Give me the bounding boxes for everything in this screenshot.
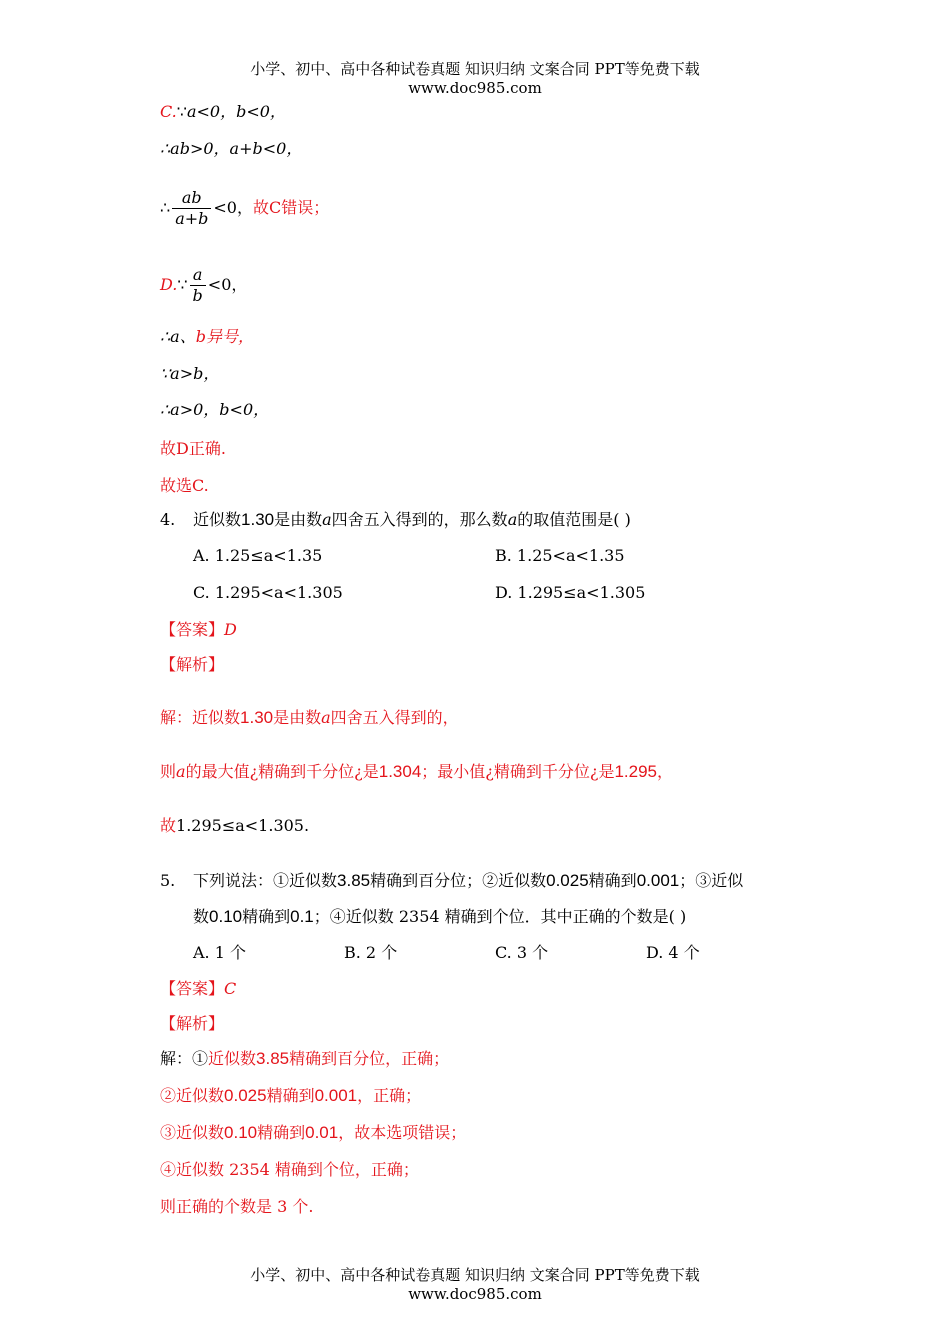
prev-c-line1 (160, 102, 286, 122)
solution-number: 0.001 (314, 1086, 358, 1105)
q5-stem-text: ；③近似 (679, 871, 744, 890)
solution-text: 故 (160, 816, 177, 835)
solution-text: 精确到百分位，正确； (289, 1049, 450, 1068)
q4-stem-variable: a (507, 510, 518, 529)
q4-solution-line1 (160, 708, 459, 728)
solution-number: 1.295 (614, 762, 657, 781)
solution-text: 精确到 (257, 1123, 306, 1142)
q5-stem-number: 0.10 (209, 907, 243, 926)
q5-stem-number: 3.85 (337, 871, 371, 890)
q5-option-b: B. 2 个 (344, 943, 398, 962)
solution-variable: a (321, 708, 331, 727)
footer-line1: 小学、初中、高中各种试卷真题 知识归纳 文案合同 PPT等免费下载 (250, 1266, 700, 1284)
answer-value: C (224, 979, 237, 998)
solution-text: ， (657, 762, 674, 781)
q5-stem-text: 精确到 (588, 871, 637, 890)
q5-stem-number: 0.001 (636, 871, 680, 890)
prev-d-line3: ∵a>b， (160, 364, 220, 383)
solution-text: ，故本选项错误； (338, 1123, 467, 1142)
prev-d-line4: ∴a>0，b<0， (160, 400, 270, 419)
q4-stem-text: 是由数 (274, 510, 323, 529)
prev-final-choice: 故选C. (160, 476, 209, 495)
solution-text: 精确到 (266, 1086, 315, 1105)
q4-option-b: B. 1.25<a<1.35 (495, 546, 625, 565)
solution-text: 近似数 (208, 1049, 257, 1068)
fraction-ab-over-a-plus-b (172, 188, 211, 229)
q5-stem-text: ；④近似数 2354 精确到个位．其中正确的个数是( ) (313, 907, 687, 926)
d-l2-symbolic: ∴a、 (160, 327, 196, 346)
therefore-symbol: ∴ (160, 198, 171, 217)
q4-option-a: A. 1.25≤a<1.35 (193, 546, 323, 565)
q5-stem-text: 数 (193, 907, 210, 926)
solution-text: ③近似数 (160, 1123, 225, 1142)
q5-stem-number: 0.1 (290, 907, 314, 926)
q4-solution-line3 (160, 816, 309, 836)
q5-option-a: A. 1 个 (193, 943, 246, 962)
q5-option-c: C. 3 个 (495, 943, 549, 962)
c-less-zero: <0， (213, 198, 253, 217)
fraction-numerator: a (190, 265, 206, 286)
answer-label: 【答案】 (160, 979, 225, 998)
q4-answer (160, 620, 237, 640)
solution-number: 0.10 (224, 1123, 258, 1142)
header-url: www.doc985.com (408, 79, 542, 97)
c-label: C. (160, 102, 177, 121)
q5-stem-number: 0.025 (546, 871, 589, 890)
q4-stem-variable: a (322, 510, 332, 529)
q5-solution-line5: 则正确的个数是 3 个. (160, 1197, 314, 1216)
fraction-denominator: b (192, 286, 203, 305)
fraction-denominator: a+b (175, 209, 209, 228)
prev-c-line3 (160, 188, 329, 229)
solution-text: ②近似数 (160, 1086, 225, 1105)
solution-number: 1.304 (378, 762, 422, 781)
q5-number: 5. (160, 871, 176, 890)
solution-number: 0.025 (224, 1086, 267, 1105)
q4-stem-text: 四舍五入得到的，那么数 (331, 510, 508, 529)
q4-option-d: D. 1.295≤a<1.305 (495, 583, 646, 602)
solution-inequality: 1.295≤a<1.305. (176, 816, 310, 835)
d-label: D. (160, 275, 178, 294)
q5-solution-line2 (160, 1086, 421, 1106)
solution-text: 解：近似数 (160, 708, 241, 727)
solution-text: ；最小值¿精确到千分位¿是 (421, 762, 615, 781)
solution-text: 四舍五入得到的， (330, 708, 459, 727)
q5-solution-line1 (160, 1049, 449, 1069)
prev-c-line2: ∴ab>0，a+b<0， (160, 139, 303, 158)
solution-text: 的最大值¿精确到千分位¿是 (185, 762, 379, 781)
header-line1: 小学、初中、高中各种试卷真题 知识归纳 文案合同 PPT等免费下载 (250, 60, 700, 78)
q5-option-d: D. 4 个 (646, 943, 700, 962)
solution-number: 3.85 (256, 1049, 290, 1068)
q5-solution-line4: ④近似数 2354 精确到个位，正确； (160, 1160, 419, 1179)
d-l2-text: b异号， (195, 327, 254, 346)
q5-answer (160, 979, 236, 999)
solution-variable: a (176, 762, 186, 781)
footer-url: www.doc985.com (408, 1285, 542, 1303)
solution-text: 解：① (160, 1049, 209, 1068)
q5-stem-text: 精确到百分位；②近似数 (370, 871, 547, 890)
solution-text: ，正确； (357, 1086, 422, 1105)
q4-stem (160, 510, 631, 530)
fraction-a-over-b (190, 265, 206, 306)
prev-d-line1 (160, 265, 247, 306)
q5-stem-line2 (193, 907, 686, 927)
q4-option-c: C. 1.295<a<1.305 (193, 583, 343, 602)
solution-text: 是由数 (273, 708, 322, 727)
q4-stem-text: 近似数 (193, 510, 242, 529)
solution-number: 0.01 (305, 1123, 339, 1142)
q5-stem-line1 (160, 871, 743, 891)
d-less-zero: <0， (207, 275, 248, 294)
answer-label: 【答案】 (160, 620, 225, 639)
c-condition: a<0，b<0， (186, 102, 286, 121)
solution-text: 则 (160, 762, 177, 781)
because-symbol: ∵ (177, 275, 188, 294)
q5-stem-text: 精确到 (242, 907, 291, 926)
answer-value: D (224, 620, 237, 639)
prev-d-conclusion: 故D正确. (160, 439, 226, 458)
q4-stem-number: 1.30 (241, 510, 275, 529)
solution-number: 1.30 (240, 708, 274, 727)
q5-solution-line3 (160, 1123, 466, 1143)
q4-analysis-label: 【解析】 (160, 655, 225, 674)
q4-solution-line2 (160, 762, 673, 782)
q4-stem-text: 的取值范围是( ) (517, 510, 631, 529)
q4-number: 4. (160, 510, 176, 529)
because-symbol: ∵ (176, 102, 187, 121)
prev-d-line2 (160, 327, 254, 347)
fraction-numerator: ab (172, 188, 211, 209)
q5-analysis-label: 【解析】 (160, 1014, 225, 1033)
q5-stem-text: 下列说法：①近似数 (193, 871, 338, 890)
c-conclusion: 故C错误； (252, 198, 330, 217)
